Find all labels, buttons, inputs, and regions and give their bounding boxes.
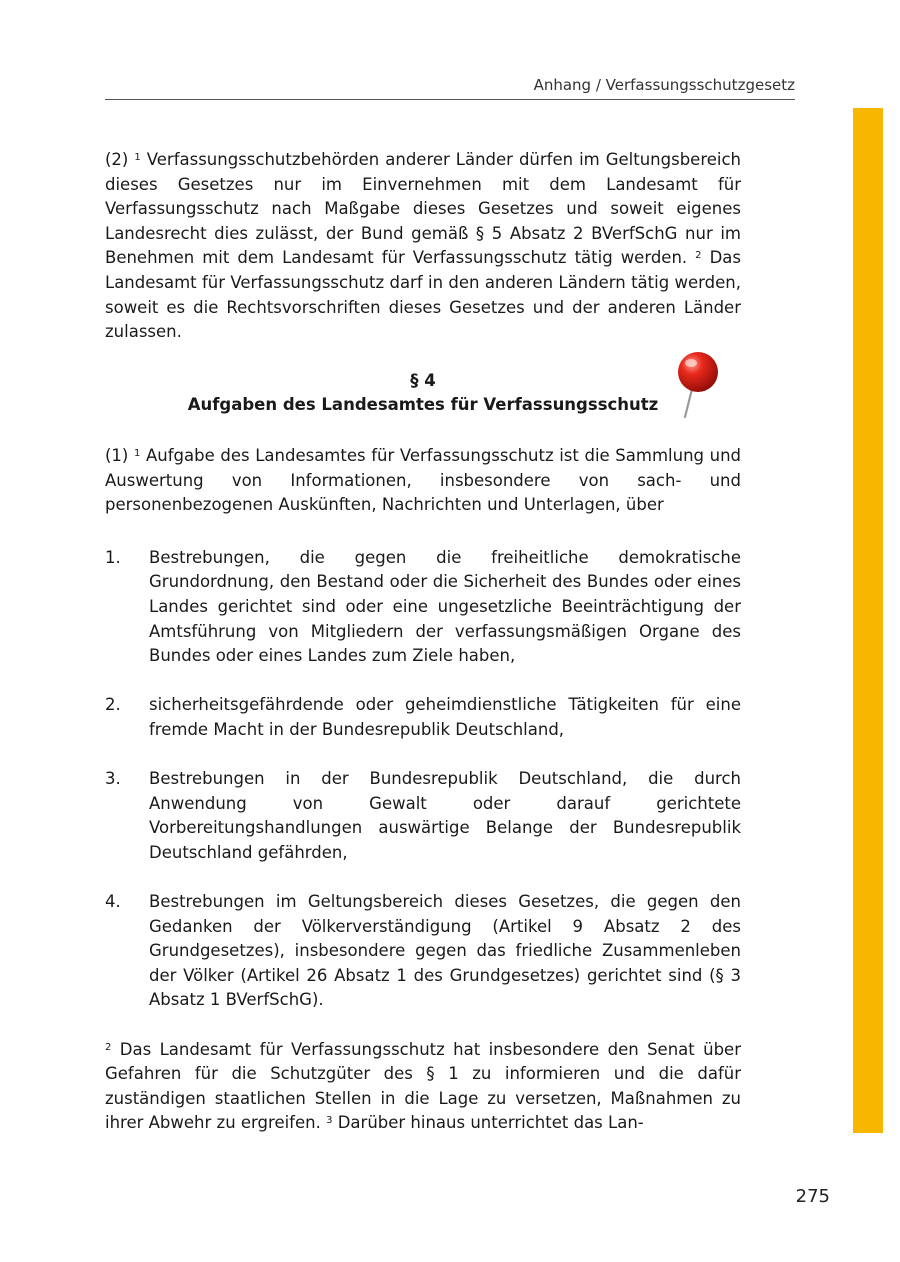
- list-item-number: 3.: [105, 769, 121, 789]
- sentence-text: Das Landesamt für Verfassungsschutz darf in den anderen Ländern tätig werden, soweit es die Rechtsvorschriften dieses Gesetzes und der anderen Länder zulassen.: [105, 248, 741, 342]
- section-heading: [105, 369, 741, 418]
- list-item: [105, 693, 741, 742]
- sentence-text: Das Landesamt für Verfassungsschutz hat insbesondere den Senat über Gefahren für die Schutzgüter des § 1 zu informieren und die dafür zuständigen staatlichen Stellen in die Lage zu versetzen, Maßnahmen zu ihrer Abwehr zu ergreifen.: [105, 1039, 741, 1133]
- body-text: [105, 148, 741, 1136]
- sentence-text: Darüber hinaus unterrichtet das Lan-: [337, 1113, 644, 1133]
- list-item-text: sicherheitsgefährdende oder geheimdienstliche Tätigkeiten für eine fremde Macht in der Bundesrepublik Deutschland,: [149, 695, 741, 739]
- paragraph-label: (2): [105, 150, 129, 169]
- list-item: [105, 890, 741, 1013]
- section-title: Aufgaben des Landesamtes für Verfassungsschutz: [187, 395, 659, 415]
- paragraph-2: [105, 148, 741, 345]
- sentence-number: 3: [326, 1115, 333, 1127]
- sentence-number: 2: [105, 1041, 112, 1053]
- sentence-number: 2: [695, 250, 702, 262]
- page-number: 275: [795, 1186, 830, 1207]
- sentence-text: Aufgabe des Landesamtes für Verfassungsschutz ist die Sammlung und Auswertung von Informationen, insbesondere von sach- und personenbezogenen Auskünften, Nachrichten und Unterlagen, über: [105, 445, 742, 515]
- section-number: § 4: [410, 370, 436, 390]
- paragraph-1: [105, 444, 741, 518]
- list-item-text: Bestrebungen in der Bundesrepublik Deutschland, die durch Anwendung von Gewalt oder darauf gerichtete Vorbereitungshandlungen auswärtige Belange der Bundesrepublik Deutschland gefährden,: [149, 769, 741, 862]
- closing-paragraph: [105, 1038, 741, 1136]
- task-list: [105, 546, 741, 1013]
- sentence-text: Verfassungsschutzbehörden anderer Länder dürfen im Geltungsbereich dieses Gesetzes nur im Einvernehmen mit dem Landesamt für Verfassungsschutz nach Maßgabe dieses Gesetzes und soweit eigenes Landesrecht dies zulässt, der Bund gemäß § 5 Absatz 2 BVerfSchG nur im Benehmen mit dem Landesamt für Verfassungsschutz tätig werden.: [105, 150, 742, 268]
- chapter-color-bar: [853, 108, 883, 1133]
- running-header: Anhang / Verfassungsschutzgesetz: [105, 76, 795, 100]
- sentence-number: 1: [134, 152, 141, 163]
- list-item: [105, 767, 741, 865]
- list-item-text: Bestrebungen im Geltungsbereich dieses Gesetzes, die gegen den Gedanken der Völkerverständigung (Artikel 9 Absatz 2 des Grundgesetzes), insbesondere gegen das friedliche Zusammenleben der Völker (Artikel 26 Absatz 1 des Grundgesetzes) gerichtet sind (§ 3 Absatz 1 BVerfSchG).: [149, 892, 741, 1010]
- list-item: [105, 546, 741, 669]
- list-item-text: Bestrebungen, die gegen die freiheitliche demokratische Grundordnung, den Bestand oder die Sicherheit des Bundes oder eines Landes gerichtet sind oder eine ungesetzliche Beeinträchtigung der Amtsführung von Mitgliedern der verfassungsmäßigen Organe des Bundes oder eines Landes zum Ziele haben,: [149, 547, 741, 666]
- sentence-number: 1: [134, 447, 141, 459]
- list-item-number: 2.: [105, 695, 121, 715]
- red-pushpin-icon: [671, 351, 721, 419]
- list-item-number: 4.: [105, 892, 121, 912]
- paragraph-label: (1): [105, 445, 129, 465]
- list-item-number: 1.: [105, 547, 121, 567]
